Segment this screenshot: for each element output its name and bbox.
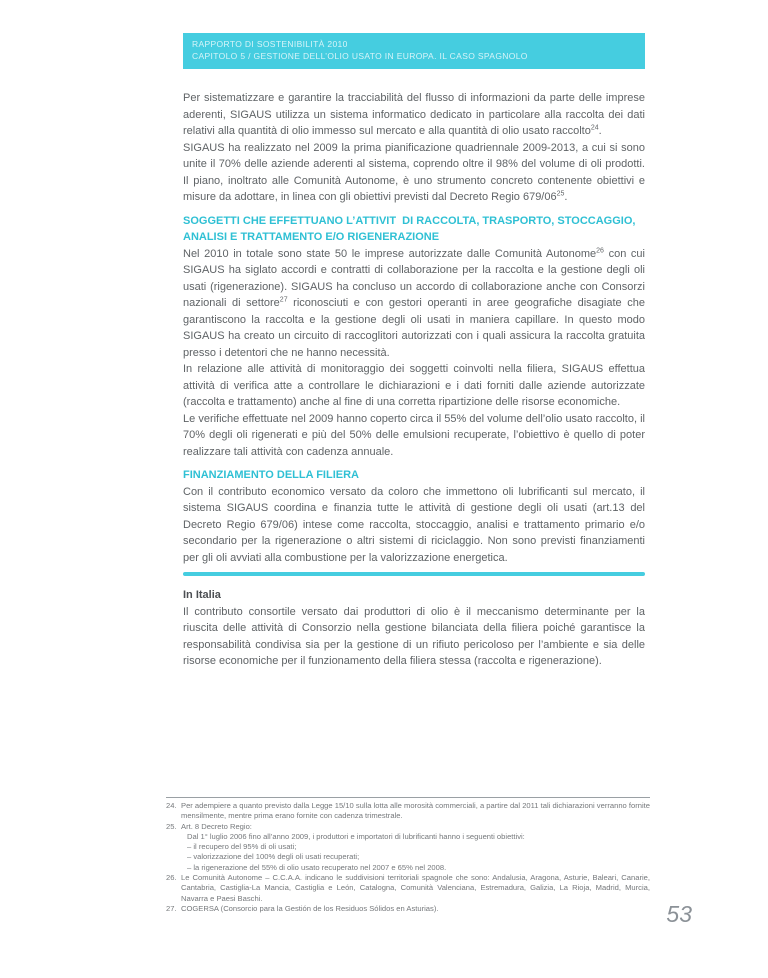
footnotes-list (166, 797, 650, 914)
header-band (183, 33, 645, 69)
separator-bar (183, 572, 645, 576)
footnote-number: 24. (166, 801, 177, 810)
footnote-text (181, 904, 650, 914)
footnote-text (181, 822, 650, 873)
footnote-line: – il recupero del 95% di oli usati; (187, 842, 297, 852)
paragraph: Le verifiche effettuate nel 2009 hanno coperto circa il 55% del volume dell’olio usato raccolto, il 70% degli oli rigenerati e più del 50% delle emulsioni recuperate, l’obiettivo è quello di poter realizzare tali attività con cadenza annuale. (183, 412, 645, 458)
paragraph: Con il contributo economico versato da coloro che immettono oli lubrificanti sul mercato, il sistema SIGAUS coordina e finanzia tutte le attività di gestione degli oli usati (art.13 del Decreto Regio 679/06) intese come raccolta, stoccaggio, analisi e trattamento primario e/o secondario per la rigenerazione o altri sistemi di riciclaggio. Non sono previsti finanziamenti per gli oli avviati alla combustione per la valorizzazione energetica. (183, 485, 645, 564)
footnote-line: COGERSA (Consorcio para la Gestión de los Residuos Sólidos en Asturias). (181, 903, 439, 913)
footnote-number: 25. (166, 821, 177, 831)
footnote-ref: 26 (596, 246, 604, 254)
chapter-subtitle: CAPITOLO 5 / GESTIONE DELL’OLIO USATO IN EUROPA. IL CASO SPAGNOLO (192, 50, 528, 61)
content-column (183, 0, 645, 670)
footnote-line: Art. 8 Decreto Regio: (181, 821, 252, 831)
footnote-ref: 27 (279, 296, 288, 304)
paragraph: In relazione alle attività di monitoraggio dei soggetti coinvolti nella filiera, SIGAUS effettua attività di verifica atte a controllare le dichiarazioni e i dati forniti dalle aziende autorizzate (raccolta e trattamento) anche al fine di una corretta ripartizione delle risorse economiche. (183, 363, 645, 408)
paragraph-text: . (598, 125, 602, 137)
paragraph (183, 140, 645, 206)
footnote-ref: 25 (556, 190, 565, 198)
in-italia-title: In Italia (183, 589, 221, 601)
footnote-line: – valorizzazione del 100% degli oli usati recuperati; (187, 852, 360, 862)
footnote-number: 27. (166, 903, 177, 913)
footnote-text (181, 801, 650, 822)
paragraph-text: con cui SIGAUS ha siglato accordi e contratti di collaborazione per la raccolta e la gestione degli oli usati (rigenerazione). SIGAUS ha concluso un accordo di collaborazione anche con Consorzi nazionali di settore (183, 247, 645, 309)
paragraph (183, 246, 645, 362)
footnote-line: Le Comunità Autonome – C.C.A.A. indicano le suddivisioni territoriali spagnole che sono: Andalusia, Aragona, Asturie, Baleari, Canarie, Cantabria, Castiglia-La Mancia, Castiglia e León, Catalogna, Comunità Valenciana, Estremadura, Galizia, La Rioja, Madrid, Murcia, Navarra e Paesi Baschi. (181, 873, 650, 903)
report-title: RAPPORTO DI SOSTENIBILITÀ 2010 (192, 39, 348, 49)
footnote-line: Per adempiere a quanto previsto dalla Legge 15/10 sulla lotta alle morosità commerciali, a partire dal 2011 tali dichiarazioni verranno fornite mensilmente, mentre prima erano fornite con cadenza trimestrale. (181, 801, 650, 821)
section-soggetti-block (183, 246, 645, 461)
paragraph: Il contributo consortile versato dai produttori di olio è il meccanismo determinante per la riuscita delle attività di Consorzio nella gestione bilanciata della filiera poiché garantisce la responsabilità condivisa sia per la gestione di un rifiuto pericoloso per l’ambiente e sia delle risorse economiche per il funzionamento della filiera stessa (raccolta e rigenerazione). (183, 605, 645, 667)
footnote-number: 26. (166, 873, 177, 883)
section-title-finanziamento: FINANZIAMENTO DELLA FILIERA (183, 469, 359, 481)
paragraph-text: SIGAUS ha realizzato nel 2009 la prima pianificazione quadriennale 2009-2013, a cui si sono unite il 70% delle aziende aderenti al sistema, coprendo oltre il 98% del volume di oli prodotti. Il piano, inoltrato alle Comunità Autonome, è uno strumento concreto contenente obiettivi e misure da adottare, in linea con gli obiettivi previsti dal Decreto Regio 679/06 (183, 141, 645, 203)
paragraph (183, 90, 645, 140)
page-number: 53 (666, 901, 692, 927)
footnote-item (166, 904, 650, 914)
footnote-line: – la rigenerazione del 55% di olio usato recuperato nel 2007 e 65% nel 2008. (187, 862, 447, 872)
paragraph-text: riconosciuti e con gestori operanti in aree geografiche disagiate che garantiscono la raccolta e la gestione degli oli usati in maniera capillare. In questo modo SIGAUS ha creato un circuito di raccoglitori autorizzati con i quali assicura la raccolta gratuita presso i detentori che ne hanno necessità. (183, 297, 645, 359)
footnote-item (166, 822, 650, 873)
footnote-ref: 24 (590, 124, 599, 132)
section-finanziamento-block (183, 484, 645, 567)
footnote-line: Dal 1° luglio 2006 fino all’anno 2009, i produttori e importatori di lubrificanti hanno i seguenti obiettivi: (187, 831, 525, 841)
paragraph-text: . (564, 191, 568, 203)
paragraph-text: Per sistematizzare e garantire la tracciabilità del flusso di informazioni da parte delle imprese aderenti, SIGAUS utilizza un sistema informatico dedicato in particolare alla raccolta dei dati relativi alla quantità di olio immesso sul mercato e alla quantità di olio usato raccolto (183, 92, 645, 137)
section-title-soggetti: SOGGETTI CHE EFFETTUANO L’ATTIVIT DI RACCOLTA, TRASPORTO, STOCCAGGIO, ANALISI E TRATTAMENTO E/O RIGENERAZIONE (183, 214, 636, 243)
in-italia-block (183, 604, 645, 670)
intro-block (183, 90, 645, 206)
footnote-text (181, 873, 650, 904)
footnote-item (166, 873, 650, 904)
paragraph-text: Nel 2010 in totale sono state 50 le imprese autorizzate dalle Comunità Autonome (183, 247, 597, 260)
footnote-item (166, 801, 650, 822)
